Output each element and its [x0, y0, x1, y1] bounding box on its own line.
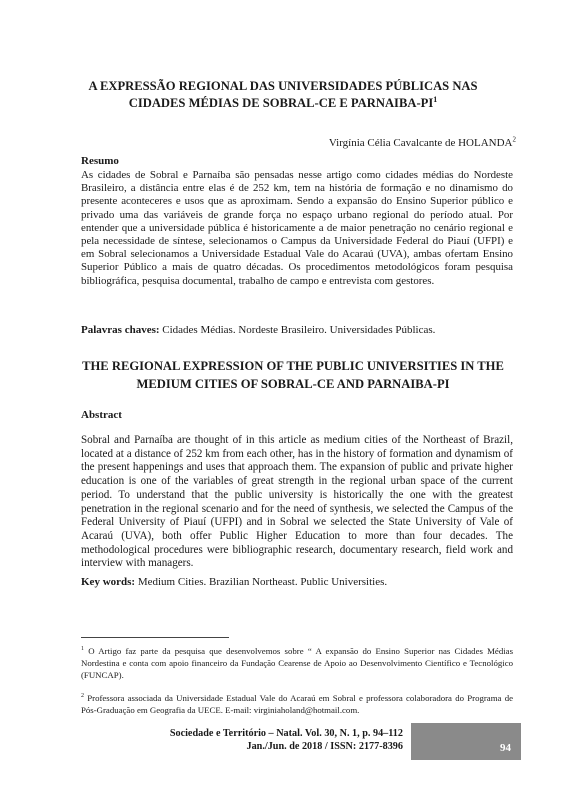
footnote-2 — [81, 692, 513, 716]
author-text: Virgínia Célia Cavalcante de HOLANDA — [328, 137, 513, 149]
footnote-1 — [81, 645, 513, 681]
author-name — [329, 136, 516, 150]
key-words — [81, 575, 513, 589]
journal-citation: Sociedade e Território – Natal. Vol. 30, N. 1, p. 94–112 — [169, 728, 403, 739]
footnote-2-number: 2 — [81, 693, 84, 700]
footnote-1-number: 1 — [81, 646, 84, 653]
abstract-paragraph: Sobral and Parnaíba are thought of in this article as medium cities of the Northeast of Brazil, located at a distance of 252 km from each other, has in the history of formation and dynamism of the present happenings and uses that approach them. The expansion of public and private higher education is one of the variables of great strength in the regional urban space of the current period. To understand that the public university is historically the one with the greatest penetration in the regional scenario and for the need of synthesis, we selected the Campus of the Federal University of Piauí (UFPI) and in Sobral we selected the State University of Vale of Acaraú (UVA), both offer Public Higher Education to more than four decades. The methodological procedures were bibliographic research, documentary research, field work and interview with managers. — [81, 434, 513, 570]
article-title-pt — [70, 78, 496, 112]
footnote-divider — [81, 637, 229, 638]
resumo-paragraph: As cidades de Sobral e Parnaíba são pensadas nesse artigo como cidades médias do Nordeste Brasileiro, a distância entre elas é de 252 km, tem na história de formação e no dinamismo do presente aconteceres e usos que as aproximam. Sendo a expansão do Ensino Superior público e privado uma das variáveis de grande força no espaço urbano regional do período atual. Por entender que a universidade pública é historicamente a de maior penetração no cenário regional e pela necessidade de síntese, selecionamos o Campus da Universidade Federal do Piauí (UFPI) e em Sobral selecionamos a Universidade Estadual Vale do Acaraú (UVA), ambas ofertam Ensino Superior Público a mais de quatro décadas. Os procedimentos metodológicos foram pesquisa bibliográfica, pesquisa documental, trabalho de campo e entrevista com gestores. — [81, 169, 513, 287]
article-title-en: THE REGIONAL EXPRESSION OF THE PUBLIC UNIVERSITIES IN THE MEDIUM CITIES OF SOBRAL-CE AND PARNAIBA-PI — [82, 359, 504, 391]
journal-footer — [170, 728, 403, 754]
footnote-1-text: O Artigo faz parte da pesquisa que desenvolvemos sobre “ A expansão do Ensino Superior nas Cidades Médias Nordestina e conta com apoio financeiro da Fundação Cearense de Apoio ao Desenvolvimento Científico e Tecnológico (FUNCAP). — [81, 646, 513, 680]
palavras-chaves — [81, 323, 513, 337]
palavras-label: Palavras chaves: — [81, 324, 160, 336]
title-pt-text: A EXPRESSÃO REGIONAL DAS UNIVERSIDADES PÚBLICAS NAS CIDADES MÉDIAS DE SOBRAL-CE E PARNAIBA-PI — [88, 79, 478, 110]
page-number-box — [411, 723, 521, 760]
journal-issn: Jan./Jun. de 2018 / ISSN: 2177-8396 — [246, 740, 403, 752]
footnote-2-text: Professora associada da Universidade Estadual Vale do Acaraú em Sobral e professora colaboradora do Programa de Pós-Graduação em Geografia da UECE. E-mail: virginiaholand@hotmail.com. — [81, 693, 513, 715]
palavras-text: Cidades Médias. Nordeste Brasileiro. Universidades Públicas. — [159, 324, 436, 336]
page-number: 94 — [500, 742, 511, 754]
resumo-heading: Resumo — [81, 155, 119, 167]
title-footnote-marker: 1 — [433, 94, 438, 104]
author-footnote-marker: 2 — [512, 135, 516, 144]
abstract-heading: Abstract — [81, 409, 122, 421]
key-words-label: Key words: — [81, 576, 136, 588]
key-words-text: Medium Cities. Brazilian Northeast. Public Universities. — [135, 576, 388, 588]
